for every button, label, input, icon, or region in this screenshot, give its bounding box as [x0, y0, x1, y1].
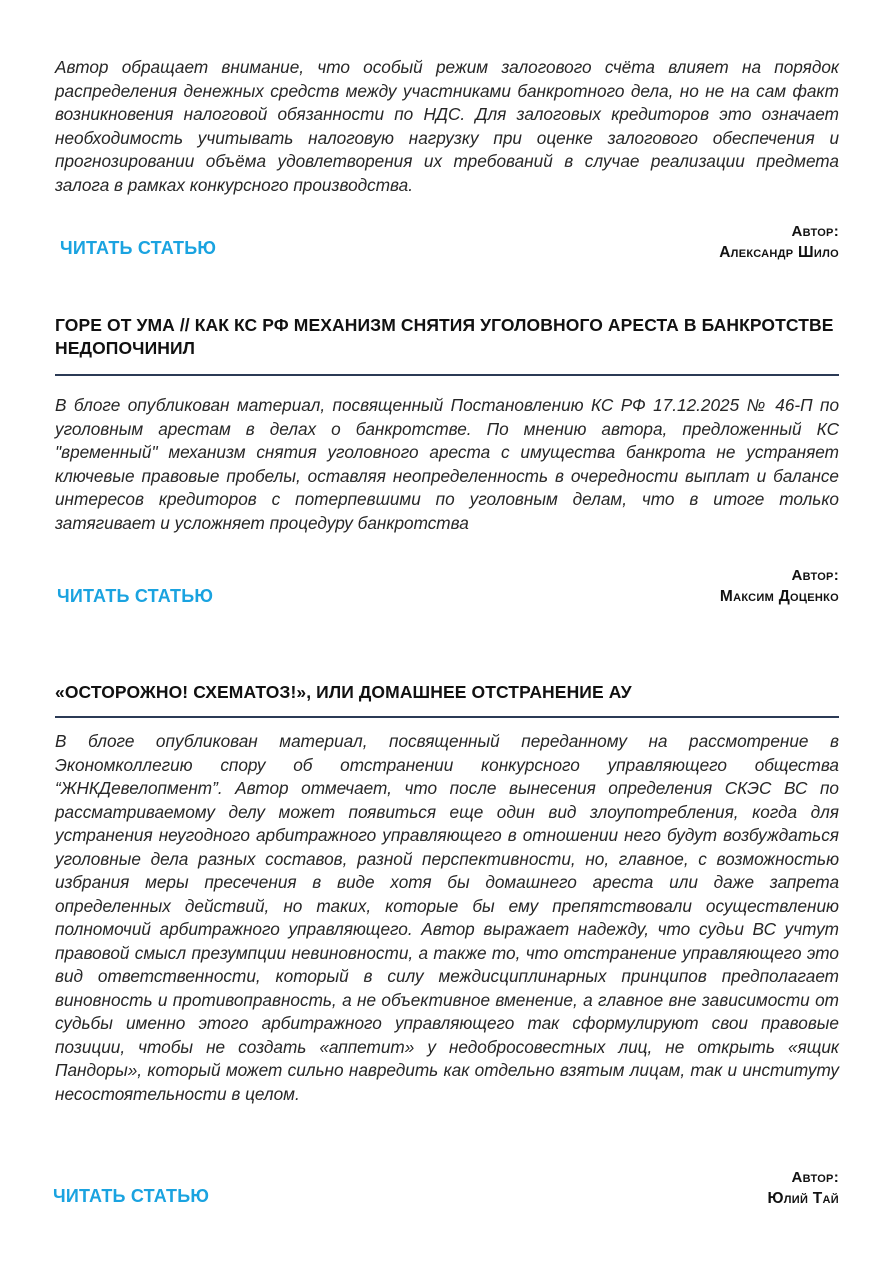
author-name: Александр Шило — [719, 244, 839, 261]
article-3-summary: В блоге опубликован материал, посвященный переданному на рассмотрение в Экономколлегию спору об отстранении конкурсного управляющего общества “ЖНКДевелопмент”. Автор отмечает, что после вынесения определения СКЭС ВС по рассматриваемому делу может появиться еще один вид злоупотребления, когда для устранения неугодного арбитражного управляющего в отношении него будут возбуждаться уголовные дела разных составов, разной перспективности, но, главное, с возможностью избрания меры пресечения в виде хотя бы домашнего ареста или даже запрета определенных действий, но таких, которые бы ему препятствовали осуществлению полномочий арбитражного управляющего. Автор выражает надежду, что судьи ВС учтут правовой смысл презумпции невиновности, а также то, что отстранение управляющего это вид ответственности, который в силу междисциплинарных принципов предполагает виновность и противоправность, а не объективное вменение, а главное вне зависимости от судьбы именно этого арбитражного управляющего так сформулируют свои правовые позиции, чтобы не создать «аппетит» у недобросовестных лиц, не открыть «ящик Пандоры», который может сильно навредить как отдельно взятым лицам, так и институту несостоятельности в целом. — [55, 731, 839, 1104]
article-1-author — [719, 222, 839, 264]
read-article-1-link[interactable]: ЧИТАТЬ СТАТЬЮ — [60, 238, 217, 258]
article-2-summary: В блоге опубликован материал, посвященный Постановлению КС РФ 17.12.2025 № 46-П по уголовным арестам в делах о банкротстве. По мнению автора, предложенный КС "временный" механизм снятия уголовного ареста с имущества банкрота не устраняет ключевые правовые пробелы, оставляя неопределенность в очередности выплат и балансе интересов кредиторов с потерпевшими по уголовным делам, что в итоге только затягивает и усложняет процедуру банкротства — [55, 395, 839, 533]
title-divider — [55, 716, 839, 718]
article-2-title: ГОРЕ ОТ УМА // КАК КС РФ МЕХАНИЗМ СНЯТИЯ УГОЛОВНОГО АРЕСТА В БАНКРОТСТВЕ НЕДОПОЧИНИЛ — [55, 315, 834, 358]
article-3-author — [767, 1168, 839, 1210]
title-divider — [55, 374, 839, 376]
article-3-title: «ОСТОРОЖНО! СХЕМАТОЗ!», ИЛИ ДОМАШНЕЕ ОТСТРАНЕНИЕ АУ — [55, 682, 632, 702]
author-name: Максим Доценко — [719, 588, 839, 605]
article-1-summary: Автор обращает внимание, что особый режим залогового счёта влияет на порядок распределения денежных средств между участниками банкротного дела, но не на сам факт возникновения налоговой обязанности по НДС. Для залоговых кредиторов это означает необходимость учитывать налоговую нагрузку при оценке залогового обеспечения и прогнозировании объёма удовлетворения их требований в случае реализации предмета залога в рамках конкурсного производства. — [55, 57, 839, 195]
author-label: Автор: — [791, 1169, 839, 1186]
author-name: Юлий Тай — [767, 1190, 839, 1207]
author-label: Автор: — [791, 567, 839, 584]
read-article-3-link[interactable]: ЧИТАТЬ СТАТЬЮ — [53, 1186, 210, 1206]
article-2-author — [720, 566, 839, 608]
author-label: Автор: — [791, 223, 839, 240]
read-article-2-link[interactable]: ЧИТАТЬ СТАТЬЮ — [57, 586, 214, 606]
